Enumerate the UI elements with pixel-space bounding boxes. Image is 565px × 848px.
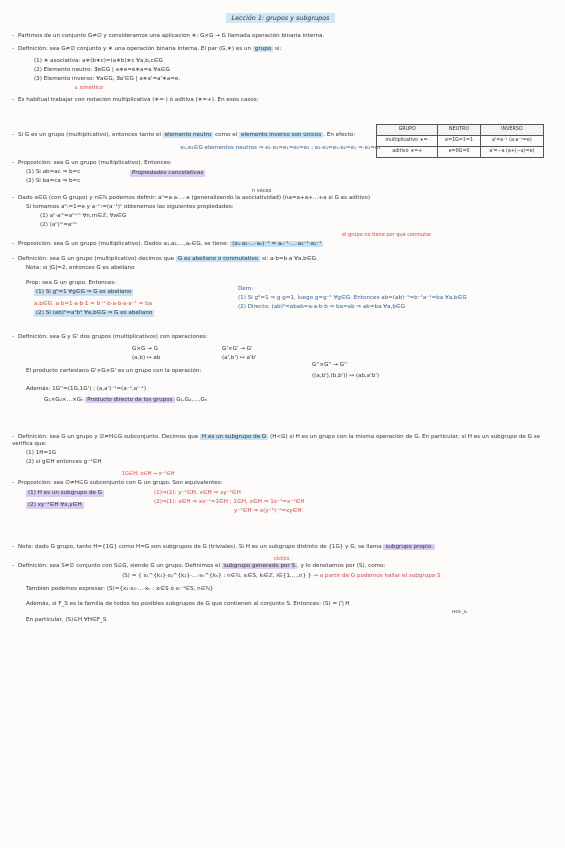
page-title: Lección 1: grupos y subgrupos <box>12 14 549 23</box>
generated-subgroup-definition: cíclico - Definición: sea S≠∅ conjunto con S⊆G, siendo G un grupo. Definimos el subgrupo generado por S , y lo denotamos por ⟨S⟩, como: ⟨S⟩ = { s₁^{k₁}·s₂^{k₂}·…·sₙ^{kₙ} : n∈ℕ, sᵢ∈S, kᵢ∈ℤ, i∈{1,…,n} } → a partir de G podemos hallar el subgrupo S También podemos expresar: ⟨S⟩={x₁·x₂·…·xₙ : xᵢ∈S ó xᵢ⁻¹∈S, n∈ℕ} Además, si F_S es la familia de todos los posibles subgrupos de G que contienen al conjunto S. Entonces: ⟨S⟩ = ⋂ H H∈F_S En particular, ⟨S⟩⊆H ∀H∈F_S <box>12 555 467 624</box>
table-row: multiplicativo ∗=· e=1G=𝟙=1 a'=a⁻¹ (a·a⁻¹=e) <box>377 135 544 146</box>
intro-paragraph: - Partimos de un conjunto G≠∅ y consideramos una aplicación ∗: G×G → G llamada operación binaria interna. <box>12 32 325 39</box>
table-header: GRUPO <box>377 125 438 136</box>
group-definition: - Definición: sea G≠∅ conjunto y ∗ una operación binaria interna. El par (G,∗) es un grupo si: (1) ∗ asociativa: a∗(b∗c)=(a∗b)∗c ∀a,b,c∈G (2) Elemento neutro: ∃e∈G | a∗e=e∗a=a ∀a∈G (3) Elemento inverso: ∀a∈G, ∃a'∈G | a∗a'=a'∗a=e. ↳ simétrico <box>12 46 549 91</box>
commute-note: el grupo no tiene por qué conmutar <box>342 232 432 238</box>
proof-block: Dem: (1) Si g²=1 ⇒ g·g=1, luego g=g⁻¹ ∀g∈G. Entonces ab=(ab)⁻¹=b⁻¹a⁻¹=ba ∀a,b∈G (2) Directo: (ab)²=abab=a·a·b·b ⇒ ba=ab ⇒ ab=ba ∀a,b∈G <box>238 285 467 310</box>
proposition-inverse-product: el grupo no tiene por qué conmutar - Proposición: sea G un grupo (multiplicativo). Dados a₁,a₂,…,aₙ∈G, se tiene: (a₁·a₂·…·aₙ)⁻¹ = aₙ⁻¹·…·a₂⁻¹·a₁⁻¹ <box>12 232 432 247</box>
cancel-properties-label: Propiedades cancelativas <box>132 170 204 177</box>
abelian-definition: - Definición: sea G un grupo (multiplicativo) decimos que G es abeliano o conmutativo si: a·b=b·a ∀a,b∈G. Nota: si |G|=2, entonces G es abeliano <box>12 255 318 271</box>
simetrico-note: ↳ simétrico <box>74 84 103 91</box>
proposition-subgroup-criterion: 1G∈H, x∈H ⇒ x⁻¹∈H - Proposición: sea ∅≠H⊆G subconjunto con G un grupo. Son equivalentes: (1) H es un subgrupo de G (2) xy⁻¹∈H ∀x,y∈H (1)⇒(2): y⁻¹∈H, x∈H ⇒ xy⁻¹∈H (2)⇒(1): x∈H ⇒ xx⁻¹=1∈H ; 1∈H, x∈H ⇒ 1x⁻¹=x⁻¹∈H y⁻¹∈H ⇒ x(y⁻¹)⁻¹=xy∈H <box>12 470 305 514</box>
powers-definition: n veces - Dado a∈G (con G grupo) y n∈ℕ podemos definir: aⁿ=a·a·…·a (generalizando la asociatividad) (na=a+a+…+a si G es aditivo) Si tomamos a⁰:=1=e y a⁻ⁿ:=(a⁻¹)ⁿ obtenemos las siguientes propiedades: (1) aⁿ·aᵐ=aⁿ⁺ᵐ ∀n,m∈ℤ, ∀a∈G (2) (aⁿ)ᵐ=aⁿᵐ <box>12 188 371 229</box>
axiom-inverse: (3) Elemento inverso: ∀a∈G, ∃a'∈G | a∗a'=a'∗a=e. <box>34 75 181 82</box>
uniqueness-paragraph: - Si G es un grupo (multiplicativo), entonces tanto el elemento neutro como el elemento inverso son únicos . En efecto: e₁,e₂∈G elementos neutros ⇒ e₁·e₂=e₁=e₂=e₂ ; e₂·e₁=e₁·e₂=e₁ ⇒ e₁=e₂ <box>12 132 549 152</box>
subgroup-definition: - Definición: sea G un grupo y ∅≠H⊆G subconjunto. Decimos que H es un subgrupo de G (H<G) si H es un grupo con la misma operación de G. En particular, si H es un subgrupo de G se verifica que: (1) 1H=1G (2) si g∈H entonces g⁻¹∈H <box>12 433 541 465</box>
uniqueness-formula: e₁,e₂∈G elementos neutros ⇒ e₁·e₂=e₁=e₂=e₂ ; e₂·e₁=e₁·e₂=e₁ ⇒ e₁=e₂ <box>180 145 381 152</box>
direct-product-label: Producto directo de los grupos <box>87 396 173 403</box>
axiom-neutral: (2) Elemento neutro: ∃e∈G | a∗e=e∗a=a ∀a∈G <box>34 66 170 73</box>
table-header: INVERSO <box>480 125 543 136</box>
proposition-cancel: - Proposición: sea G un grupo (multiplicativo). Entonces: (1) Si ab=ac ⇒ b=c (2) Si ba=ca ⇒ b=c Propiedades cancelativas <box>12 160 204 185</box>
intro-text: Partimos de un conjunto G≠∅ y consideramos una aplicación ∗: G×G → G llamada operación binaria interna. <box>18 32 325 39</box>
direct-product-definition: - Definición: sea G y G' dos grupos (multiplicativos) con operaciones: G×G → G (a,b) ↦ ab G'×G' → G' (a',b') ↦ a'b' G''×G'' → G'' ((a,b'),(b,b')) ↦ (ab,a'b') El producto cartesiano G'×G×G' es un grupo con la operación: Además: 1G''=(1G,1G') ; (a,a')⁻¹=(a⁻¹,a'⁻¹) G₁×G₂×…×Gₙ Producto directo de los grupos G₁,G₂,…,Gₙ <box>12 333 380 403</box>
axiom-associative: (1) ∗ asociativa: a∗(b∗c)=(a∗b)∗c ∀a,b,c∈G <box>34 57 163 64</box>
trivial-subgroups-note: - Nota: dado G grupo, tanto H={1G} como H=G son subgrupos de G (triviales). Si H es un subgrupo distinto de {1G} y G, se llama subgrupo propio. <box>12 543 433 550</box>
table-row: aditivo ∗=+ e=0G=0 a'=−a (a+(−a)=e) <box>377 146 544 157</box>
proposition-abelian: Prop: sea G un grupo. Entonces: (1) Si g²=1 ∀g∈G ⇒ G es abeliano a,b∈G. a·b=1·a·b·1 = b⁻¹·b·a·b·a·a⁻¹ = ba (2) Si (ab)²=a²b² ∀a,b∈G ⇒ G es abeliano Dem: (1) Si g²=1 ⇒ g·g=1, luego g=g⁻¹ ∀g∈G. Entonces ab=(ab)⁻¹=b⁻¹a⁻¹=ba ∀a,b∈G (2) Directo: (ab)²=abab=a·a·b·b ⇒ ba=ab ⇒ ab=ba ∀a,b∈G <box>12 280 549 328</box>
table-header: NEUTRO <box>438 125 480 136</box>
notation-paragraph: - Es habitual trabajar con notación multiplicativa (∗=·) ó aditiva (∗=+). En esos casos: <box>12 97 259 104</box>
group-highlight: grupo <box>254 45 272 52</box>
